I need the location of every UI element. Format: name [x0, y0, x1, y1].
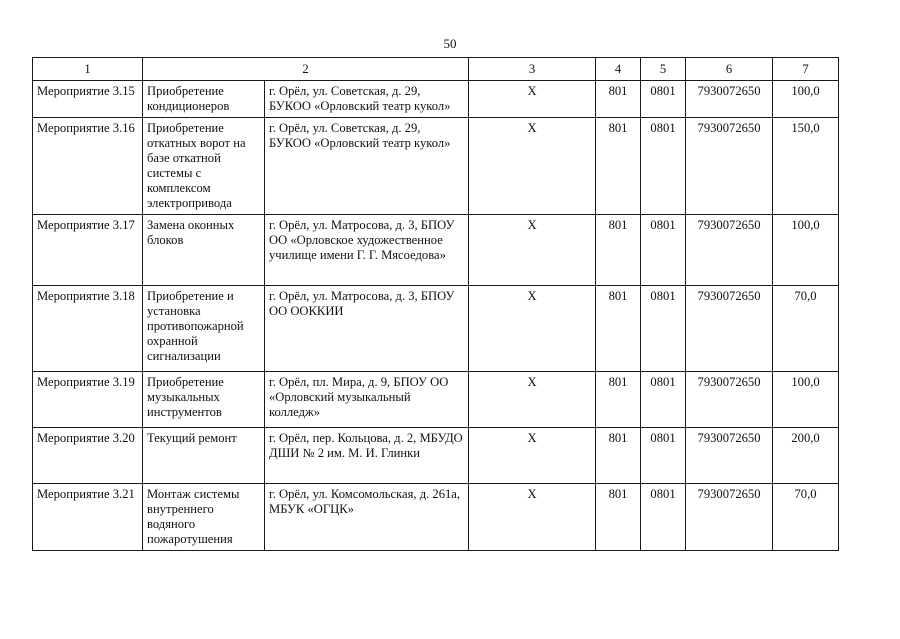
col-3-value: Х	[469, 428, 596, 484]
event-number: Мероприятие 3.15	[33, 81, 143, 118]
event-name: Текущий ремонт	[143, 428, 265, 484]
col-7-value: 100,0	[773, 372, 839, 428]
col-4-value: 801	[596, 286, 641, 372]
table-row	[33, 428, 839, 484]
col-6-value: 7930072650	[686, 372, 773, 428]
header-col-1: 1	[33, 58, 143, 81]
col-4-value: 801	[596, 118, 641, 215]
event-name: Приобретение и установка противопожарной охранной сигнализации	[143, 286, 265, 372]
event-name: Приобретение откатных ворот на базе откатной системы с комплексом электропривода	[143, 118, 265, 215]
col-4-value: 801	[596, 372, 641, 428]
header-col-7: 7	[773, 58, 839, 81]
header-col-6: 6	[686, 58, 773, 81]
col-5-value: 0801	[641, 286, 686, 372]
event-address: г. Орёл, ул. Советская, д. 29, БУКОО «Орловский театр кукол»	[265, 81, 469, 118]
table-row	[33, 286, 839, 372]
header-col-5: 5	[641, 58, 686, 81]
col-6-value: 7930072650	[686, 118, 773, 215]
table-row	[33, 81, 839, 118]
event-number: Мероприятие 3.17	[33, 215, 143, 286]
col-3-value: Х	[469, 118, 596, 215]
col-5-value: 0801	[641, 372, 686, 428]
event-number: Мероприятие 3.21	[33, 484, 143, 551]
col-4-value: 801	[596, 484, 641, 551]
event-name: Монтаж системы внутреннего водяного пожаротушения	[143, 484, 265, 551]
col-6-value: 7930072650	[686, 484, 773, 551]
col-6-value: 7930072650	[686, 428, 773, 484]
event-number: Мероприятие 3.18	[33, 286, 143, 372]
event-name: Приобретение музыкальных инструментов	[143, 372, 265, 428]
col-6-value: 7930072650	[686, 81, 773, 118]
event-address: г. Орёл, ул. Советская, д. 29, БУКОО «Орловский театр кукол»	[265, 118, 469, 215]
budget-table	[32, 57, 839, 551]
table-row	[33, 484, 839, 551]
col-5-value: 0801	[641, 81, 686, 118]
event-address: г. Орёл, ул. Матросова, д. 3, БПОУ ОО ООККИИ	[265, 286, 469, 372]
header-col-2: 2	[143, 58, 469, 81]
col-3-value: Х	[469, 286, 596, 372]
event-address: г. Орёл, пл. Мира, д. 9, БПОУ ОО «Орловский музыкальный колледж»	[265, 372, 469, 428]
col-7-value: 200,0	[773, 428, 839, 484]
event-address: г. Орёл, ул. Комсомольская, д. 261а, МБУК «ОГЦК»	[265, 484, 469, 551]
col-6-value: 7930072650	[686, 286, 773, 372]
col-5-value: 0801	[641, 484, 686, 551]
event-name: Замена оконных блоков	[143, 215, 265, 286]
page-number: 50	[443, 36, 457, 51]
col-7-value: 70,0	[773, 286, 839, 372]
col-7-value: 100,0	[773, 215, 839, 286]
col-7-value: 100,0	[773, 81, 839, 118]
col-4-value: 801	[596, 428, 641, 484]
col-4-value: 801	[596, 215, 641, 286]
table-row	[33, 372, 839, 428]
event-number: Мероприятие 3.19	[33, 372, 143, 428]
col-5-value: 0801	[641, 215, 686, 286]
col-4-value: 801	[596, 81, 641, 118]
table-row	[33, 118, 839, 215]
table-row	[33, 215, 839, 286]
header-row	[33, 58, 839, 81]
event-name: Приобретение кондиционеров	[143, 81, 265, 118]
col-3-value: Х	[469, 484, 596, 551]
col-3-value: Х	[469, 372, 596, 428]
col-7-value: 70,0	[773, 484, 839, 551]
event-number: Мероприятие 3.20	[33, 428, 143, 484]
col-3-value: Х	[469, 215, 596, 286]
col-7-value: 150,0	[773, 118, 839, 215]
col-6-value: 7930072650	[686, 215, 773, 286]
col-3-value: Х	[469, 81, 596, 118]
header-col-3: 3	[469, 58, 596, 81]
col-5-value: 0801	[641, 428, 686, 484]
event-address: г. Орёл, ул. Матросова, д. 3, БПОУ ОО «Орловское художественное училище имени Г. Г. Мясоедова»	[265, 215, 469, 286]
col-5-value: 0801	[641, 118, 686, 215]
event-address: г. Орёл, пер. Кольцова, д. 2, МБУДО ДШИ № 2 им. М. И. Глинки	[265, 428, 469, 484]
event-number: Мероприятие 3.16	[33, 118, 143, 215]
header-col-4: 4	[596, 58, 641, 81]
